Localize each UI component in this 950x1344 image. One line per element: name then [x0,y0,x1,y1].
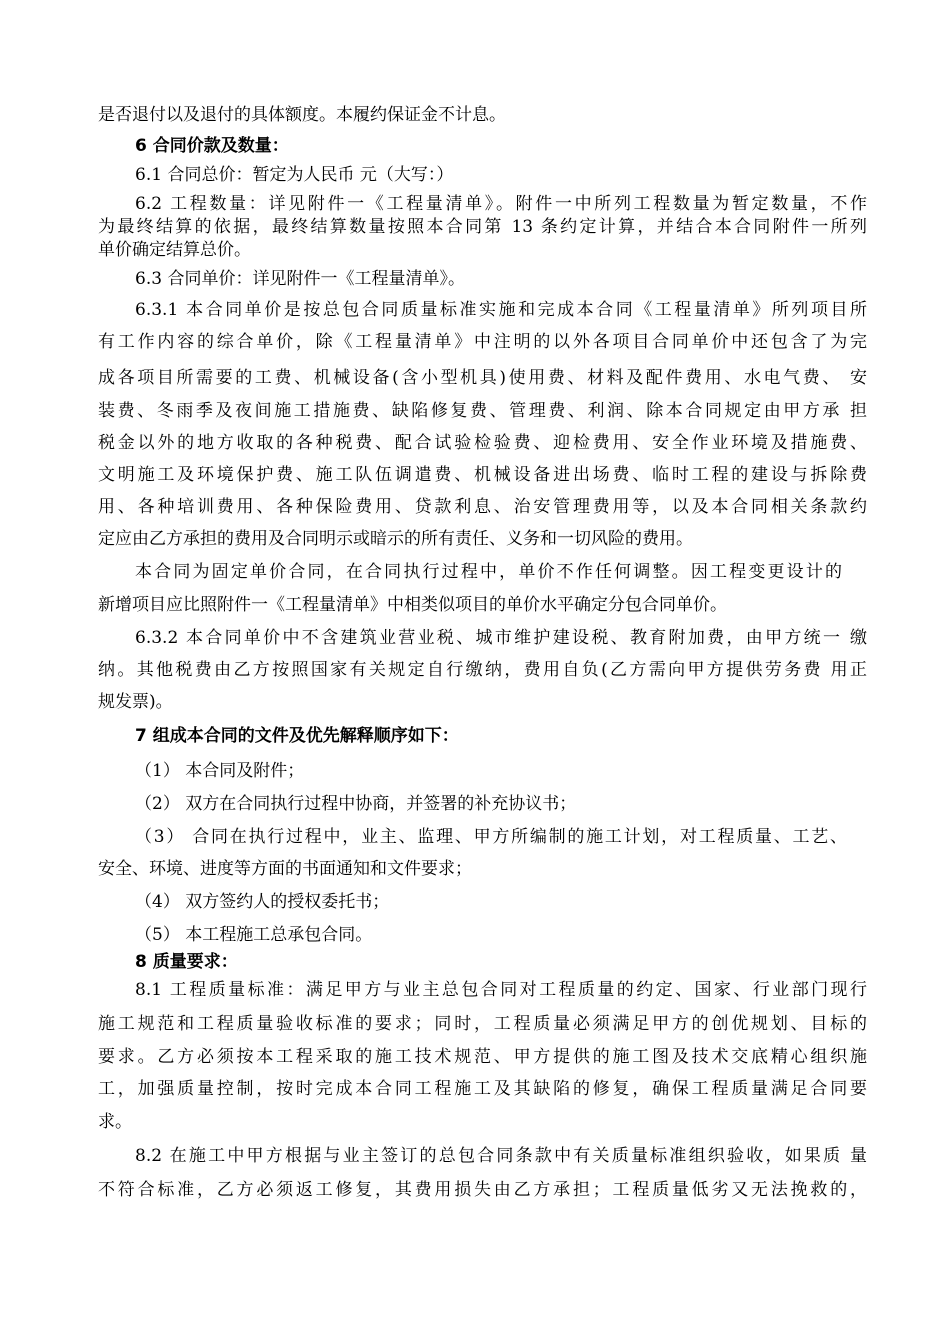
section-heading: 8 质量要求： [135,952,238,972]
text-line: 工，加强质量控制，按时完成本合同工程施工及其缺陷的修复，确保工程质量满足合同要 [98,1079,867,1099]
text-line: 要求。乙方必须按本工程采取的施工技术规范、甲方提供的施工图及技术交底精心组织施 [98,1047,867,1067]
text-line: 定应由乙方承担的费用及合同明示或暗示的所有责任、义务和一切风险的费用。 [98,529,693,549]
text-line: 6.3.1 本合同单价是按总包合同质量标准实施和完成本合同《工程量清单》所列项目所 [135,300,867,320]
text-line: 求。 [98,1112,132,1132]
text-line: 用、各种培训费用、各种保险费用、贷款利息、治安管理费用等，以及本合同相关条款约 [98,497,867,517]
text-line: 6.1 合同总价：暂定为人民币 元（大写：） [135,165,454,185]
text-line: 为最终结算的依据，最终结算数量按照本合同第 13 条约定计算，并结合本合同附件一所列 [98,217,867,237]
text-line: 6.3.2 本合同单价中不含建筑业营业税、城市维护建设税、教育附加费，由甲方统一 缴 [135,628,867,648]
text-line: 成各项目所需要的工费、机械设备(含小型机具)使用费、材料及配件费用、水电气费、 安 [98,368,867,388]
text-line: 不符合标准，乙方必须返工修复，其费用损失由乙方承担；工程质量低劣又无法挽救的， [98,1180,867,1200]
list-item: （2） 双方在合同执行过程中协商，并签署的补充协议书； [135,794,577,814]
text-line: 施工规范和工程质量验收标准的要求；同时，工程质量必须满足甲方的创优规划、目标的 [98,1014,867,1034]
text-line: 文明施工及环境保护费、施工队伍调遣费、机械设备进出场费、临时工程的建设与拆除费 [98,465,867,485]
text-line: 6.3 合同单价：详见附件一《工程量清单》。 [135,269,465,289]
text-line: 税金以外的地方收取的各种税费、配合试验检验费、迎检费用、安全作业环境及措施费、 [98,433,867,453]
text-line: 纳。其他税费由乙方按照国家有关规定自行缴纳，费用自负(乙方需向甲方提供劳务费 用正 [98,660,867,680]
list-item: （3） 合同在执行过程中，业主、监理、甲方所编制的施工计划，对工程质量、工艺、 [135,827,847,847]
text-line: 规发票)。 [98,692,173,712]
text-line: 6.2 工程数量：详见附件一《工程量清单》。附件一中所列工程数量为暂定数量，不作 [135,194,867,214]
text-line: 装费、冬雨季及夜间施工措施费、缺陷修复费、管理费、利润、除本合同规定由甲方承 担 [98,401,867,421]
text-line: 安全、环境、进度等方面的书面通知和文件要求； [98,859,472,879]
section-heading: 6 合同价款及数量： [135,136,289,156]
list-item: （4） 双方签约人的授权委托书； [135,892,390,912]
text-line: 有工作内容的综合单价，除《工程量清单》中注明的以外各项目合同单价中还包含了为完 [98,332,867,352]
text-line: 8.2 在施工中甲方根据与业主签订的总包合同条款中有关质量标准组织验收，如果质 量 [135,1146,867,1166]
text-line: 本合同为固定单价合同，在合同执行过程中，单价不作任何调整。因工程变更设计的 [135,562,842,582]
list-item: （1） 本合同及附件； [135,761,305,781]
text-line: 8.1 工程质量标准：满足甲方与业主总包合同对工程质量的约定、国家、行业部门现行 [135,980,867,1000]
list-item: （5） 本工程施工总承包合同。 [135,925,373,945]
text-line: 是否退付以及退付的具体额度。本履约保证金不计息。 [98,105,506,125]
text-line: 新增项目应比照附件一《工程量清单》中相类似项目的单价水平确定分包合同单价。 [98,595,727,615]
text-line: 单价确定结算总价。 [98,240,251,260]
section-heading: 7 组成本合同的文件及优先解释顺序如下： [135,726,459,746]
